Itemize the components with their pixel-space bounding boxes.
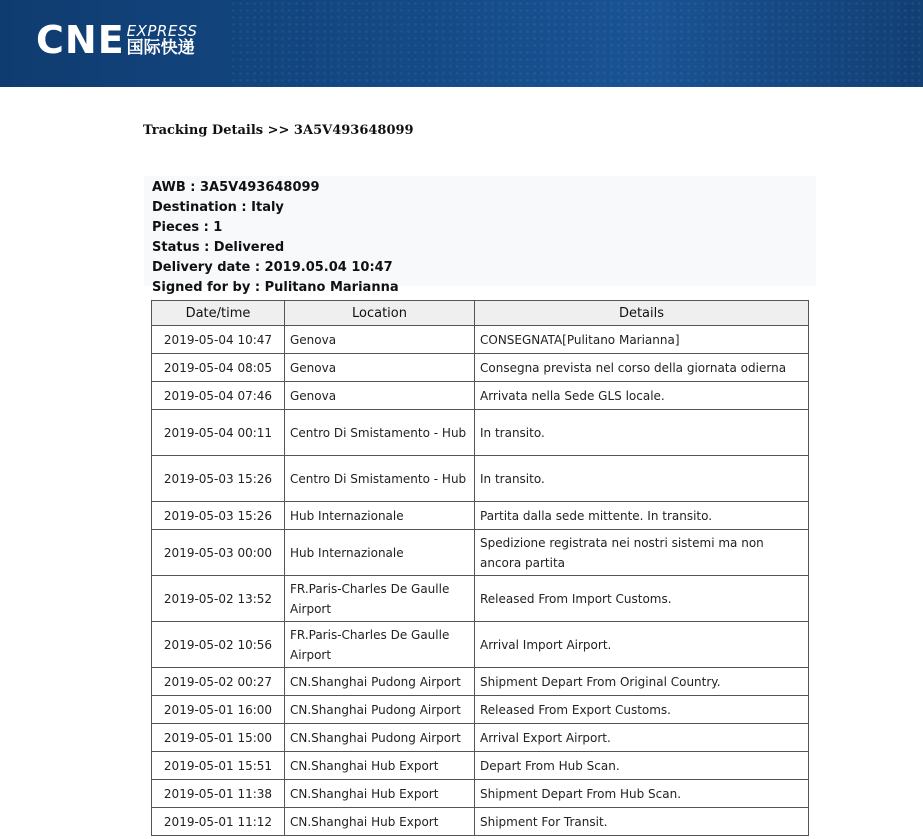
row-datetime: 2019-05-03 15:26 (152, 502, 285, 530)
row-datetime: 2019-05-01 15:51 (152, 752, 285, 780)
row-location: Centro Di Smistamento - Hub (285, 410, 475, 456)
row-details: Consegna prevista nel corso della giornata odierna (475, 354, 809, 382)
row-location: CN.Shanghai Pudong Airport (285, 696, 475, 724)
row-location: Hub Internazionale (285, 530, 475, 576)
row-location: CN.Shanghai Hub Export (285, 808, 475, 836)
column-header-location: Location (285, 301, 475, 326)
row-location: CN.Shanghai Pudong Airport (285, 724, 475, 752)
logo-subtitle (126, 21, 198, 58)
row-details: In transito. (475, 456, 809, 502)
status: Status : Delivered (152, 240, 285, 255)
row-datetime: 2019-05-03 00:00 (152, 530, 285, 576)
row-datetime: 2019-05-01 15:00 (152, 724, 285, 752)
row-details: Released From Import Customs. (475, 576, 809, 622)
site-header (0, 0, 923, 87)
row-datetime: 2019-05-04 00:11 (152, 410, 285, 456)
signed-for-by: Signed for by : Pulitano Marianna (152, 280, 399, 295)
page-title: Tracking Details >> 3A5V493648099 (143, 123, 414, 138)
row-location: FR.Paris-Charles De Gaulle Airport (285, 622, 475, 668)
table-row (152, 502, 809, 530)
row-datetime: 2019-05-01 11:38 (152, 780, 285, 808)
table-row (152, 696, 809, 724)
table-row (152, 622, 809, 668)
delivery-date: Delivery date : 2019.05.04 10:47 (152, 260, 393, 275)
table-row (152, 668, 809, 696)
table-header-row (152, 301, 809, 326)
destination: Destination : Italy (152, 200, 284, 215)
table-row (152, 724, 809, 752)
table-row (152, 410, 809, 456)
row-details: Released From Export Customs. (475, 696, 809, 724)
row-details: Arrival Export Airport. (475, 724, 809, 752)
row-details: CONSEGNATA[Pulitano Marianna] (475, 326, 809, 354)
table-row (152, 808, 809, 836)
column-header-details: Details (475, 301, 809, 326)
row-datetime: 2019-05-01 16:00 (152, 696, 285, 724)
row-datetime: 2019-05-03 15:26 (152, 456, 285, 502)
table-row (152, 456, 809, 502)
row-details: Depart From Hub Scan. (475, 752, 809, 780)
row-datetime: 2019-05-04 08:05 (152, 354, 285, 382)
row-location: CN.Shanghai Hub Export (285, 780, 475, 808)
row-location: Genova (285, 382, 475, 410)
logo-wordmark: CNE (36, 18, 125, 62)
cne-express-logo[interactable] (36, 20, 197, 60)
row-datetime: 2019-05-04 07:46 (152, 382, 285, 410)
tracking-table (151, 300, 809, 836)
row-location: Genova (285, 326, 475, 354)
row-details: Shipment Depart From Original Country. (475, 668, 809, 696)
row-location: FR.Paris-Charles De Gaulle Airport (285, 576, 475, 622)
row-details: Spedizione registrata nei nostri sistemi ma non ancora partita (475, 530, 809, 576)
row-details: Partita dalla sede mittente. In transito. (475, 502, 809, 530)
logo-chinese-text: 国际快递 (126, 37, 195, 58)
table-row (152, 326, 809, 354)
column-header-datetime: Date/time (152, 301, 285, 326)
row-details: Shipment For Transit. (475, 808, 809, 836)
row-details: In transito. (475, 410, 809, 456)
row-location: Genova (285, 354, 475, 382)
row-location: CN.Shanghai Pudong Airport (285, 668, 475, 696)
table-row (152, 382, 809, 410)
row-location: CN.Shanghai Hub Export (285, 752, 475, 780)
row-location: Centro Di Smistamento - Hub (285, 456, 475, 502)
awb-number: AWB : 3A5V493648099 (152, 180, 320, 195)
row-datetime: 2019-05-02 13:52 (152, 576, 285, 622)
row-details: Shipment Depart From Hub Scan. (475, 780, 809, 808)
row-datetime: 2019-05-04 10:47 (152, 326, 285, 354)
row-datetime: 2019-05-02 00:27 (152, 668, 285, 696)
row-details: Arrivata nella Sede GLS locale. (475, 382, 809, 410)
table-row (152, 354, 809, 382)
row-datetime: 2019-05-01 11:12 (152, 808, 285, 836)
table-row (152, 780, 809, 808)
row-datetime: 2019-05-02 10:56 (152, 622, 285, 668)
row-location: Hub Internazionale (285, 502, 475, 530)
table-row (152, 752, 809, 780)
table-row (152, 530, 809, 576)
table-row (152, 576, 809, 622)
logo-express-text: EXPRESS (126, 21, 198, 40)
shipment-summary (144, 176, 816, 295)
row-details: Arrival Import Airport. (475, 622, 809, 668)
pieces: Pieces : 1 (152, 220, 223, 235)
